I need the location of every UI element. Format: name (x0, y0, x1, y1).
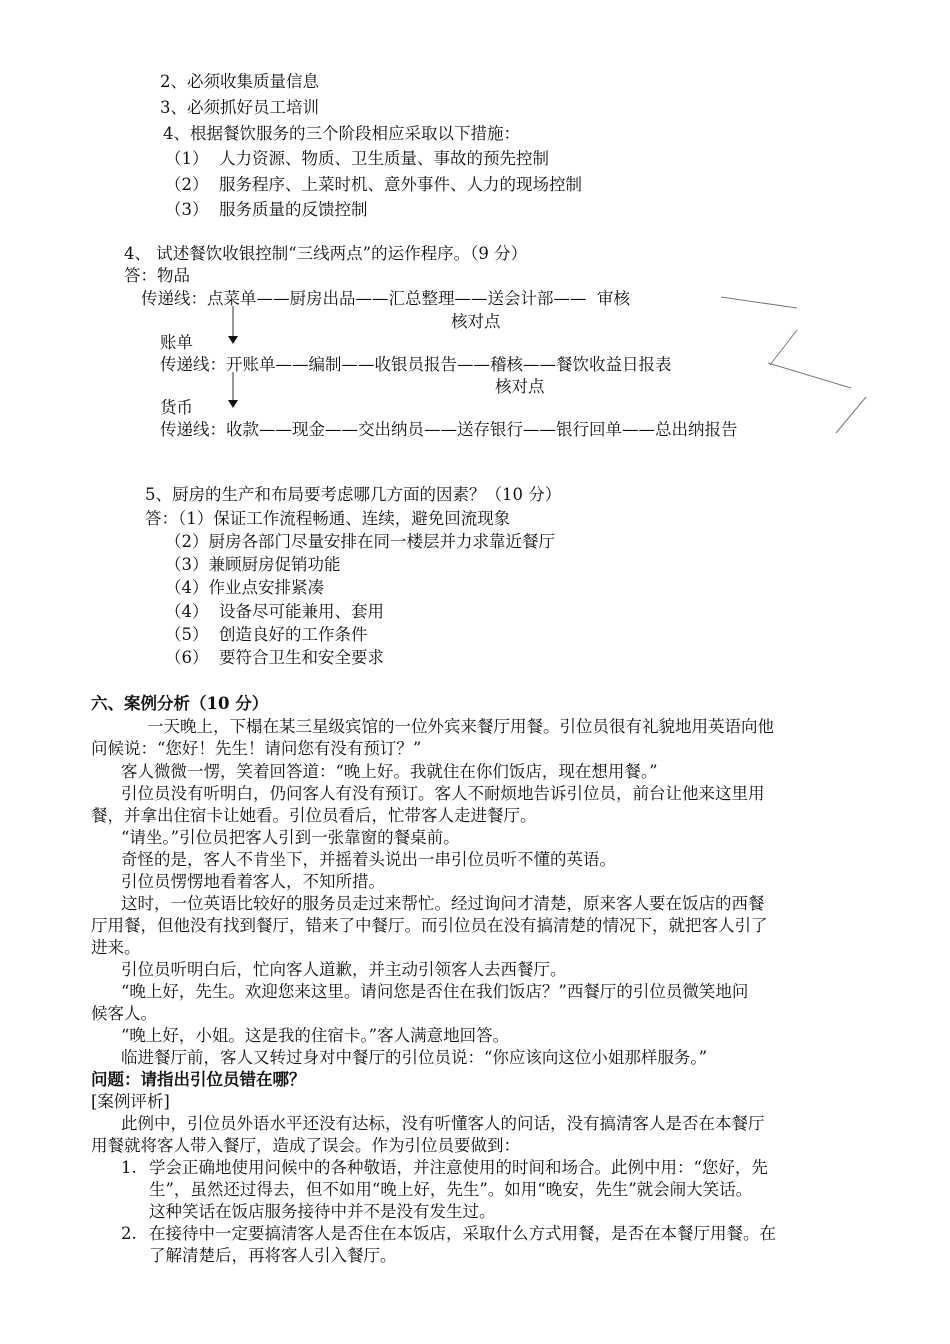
q5-answer-7: （6） 要符合卫生和安全要求 (165, 648, 384, 667)
review-list-1-line-1: 学会正确地使用问候中的各种敬语，并注意使用的时间和场合。此例中用：“您好，先 (149, 1158, 768, 1177)
measure-sub-3: （3） 服务质量的反馈控制 (165, 200, 368, 219)
case-paragraph-6: 引位员愣愣地看着客人，不知所措。 (121, 872, 385, 891)
case-paragraph-3-line-2: 餐，并拿出住宿卡让她看。引位员看后，忙带客人走进餐厅。 (91, 806, 537, 825)
case-paragraph-8: 引位员听明白后，忙向客人道歉，并主动引领客人去西餐厅。 (121, 960, 567, 979)
case-paragraph-1-line-2: 问候说：“您好！先生！请问您有没有预订？” (91, 739, 422, 758)
q4-line-1: 传递线：点菜单——厨房出品——汇总整理——送会计部—— 审核 (141, 289, 630, 308)
review-list-number-1: 1. (121, 1158, 137, 1177)
case-paragraph-5: 奇怪的是，客人不肯坐下，并摇着头说出一串引位员听不懂的英语。 (121, 850, 616, 869)
q5-answer-1: 答：（1）保证工作流程畅通、连续，避免回流现象 (145, 509, 511, 528)
q5-answer-2: （2）厨房各部门尽量安排在同一楼层并力求靠近餐厅 (165, 532, 555, 551)
down-arrow-icon-1 (228, 336, 238, 344)
case-paragraph-4: “请坐。”引位员把客人引到一张靠窗的餐桌前。 (121, 828, 460, 847)
case-question: 问题：请指出引位员错在哪？ (91, 1070, 306, 1089)
review-list-number-2: 2. (121, 1224, 137, 1243)
q4-label-currency: 货币 (160, 398, 193, 417)
q5-answer-5: （4） 设备尽可能兼用、套用 (165, 602, 384, 621)
case-paragraph-7-line-3: 进来。 (91, 938, 141, 957)
case-review-title: [案例评析] (91, 1092, 170, 1111)
connector-line-1 (721, 297, 797, 308)
connector-line-4 (836, 397, 866, 433)
q4-check-point-2: 核对点 (495, 377, 545, 396)
case-paragraph-7-line-1: 这时，一位英语比较好的服务员走过来帮忙。经过询问才清楚，原来客人要在饭店的西餐 (121, 894, 765, 913)
case-paragraph-2: 客人微微一愣，笑着回答道：“晚上好。我就住在你们饭店，现在想用餐。” (121, 762, 658, 781)
review-list-1-line-2: 生”，虽然还过得去，但不如用“晚上好，先生”。如用“晚安，先生”就会闹大笑话。 (149, 1180, 753, 1199)
case-paragraph-7-line-2: 厅用餐，但他没有找到餐厅，错来了中餐厅。而引位员在没有搞清楚的情况下，就把客人引了 (91, 916, 768, 935)
case-paragraph-1-line-1: 一天晚上，下榻在某三星级宾馆的一位外宾来餐厅用餐。引位员很有礼貌地用英语向他 (147, 717, 774, 736)
measure-item-4: 4、根据餐饮服务的三个阶段相应采取以下措施： (163, 124, 520, 143)
review-list-1-line-3: 这种笑话在饭店服务接待中并不是没有发生过。 (149, 1202, 496, 1221)
q4-label-bill: 账单 (160, 333, 193, 352)
connector-line-2 (770, 330, 797, 365)
q5-question: 5、厨房的生产和布局要考虑哪几方面的因素？（10 分） (145, 485, 562, 504)
review-paragraph-line-2: 用餐就将客人带入餐厅，造成了误会。作为引位员要做到： (91, 1136, 520, 1155)
q4-line-2: 传递线：开账单——编制——收银员报告——稽核——餐饮收益日报表 (160, 355, 672, 374)
q5-answer-4: （4）作业点安排紧凑 (165, 578, 324, 597)
q4-check-point-1: 核对点 (451, 312, 501, 331)
review-paragraph-line-1: 此例中，引位员外语水平还没有达标，没有听懂客人的问话，没有搞清客人是否在本餐厅 (121, 1114, 765, 1133)
case-paragraph-10: “晚上好，小姐。这是我的住宿卡。”客人满意地回答。 (121, 1026, 510, 1045)
case-paragraph-11: 临进餐厅前，客人又转过身对中餐厅的引位员说：“你应该向这位小姐那样服务。” (121, 1048, 708, 1067)
measure-sub-2: （2） 服务程序、上菜时机、意外事件、人力的现场控制 (165, 175, 582, 194)
measure-item-2: 2、必须收集质量信息 (160, 72, 319, 91)
connector-line-3 (768, 363, 851, 388)
q4-line-3: 传递线：收款——现金——交出纳员——送存银行——银行回单——总出纳报告 (160, 420, 738, 439)
case-paragraph-9-line-2: 候客人。 (91, 1004, 157, 1023)
q5-answer-6: （5） 创造良好的工作条件 (165, 625, 368, 644)
down-arrow-icon-2 (228, 400, 238, 408)
case-paragraph-9-line-1: “晚上好，先生。欢迎您来这里。请问您是否住在我们饭店？”西餐厅的引位员微笑地问 (121, 982, 749, 1001)
measure-sub-1: （1） 人力资源、物质、卫生质量、事故的预先控制 (165, 149, 549, 168)
q5-answer-3: （3）兼顾厨房促销功能 (165, 555, 341, 574)
review-list-2-line-1: 在接待中一定要搞清客人是否住在本饭店，采取什么方式用餐，是否在本餐厅用餐。在 (149, 1224, 776, 1243)
review-list-2-line-2: 了解清楚后，再将客人引入餐厅。 (149, 1246, 397, 1265)
q4-question: 4、 试述餐饮收银控制“三线两点”的运作程序。（9 分） (124, 244, 528, 263)
case-heading: 六、案例分析（10 分） (91, 694, 269, 713)
case-paragraph-3-line-1: 引位员没有听明白，仍问客人有没有预订。客人不耐烦地告诉引位员，前台让他来这里用 (121, 784, 765, 803)
measure-item-3: 3、必须抓好员工培训 (160, 98, 319, 117)
q4-answer-prefix: 答：物品 (124, 266, 190, 285)
